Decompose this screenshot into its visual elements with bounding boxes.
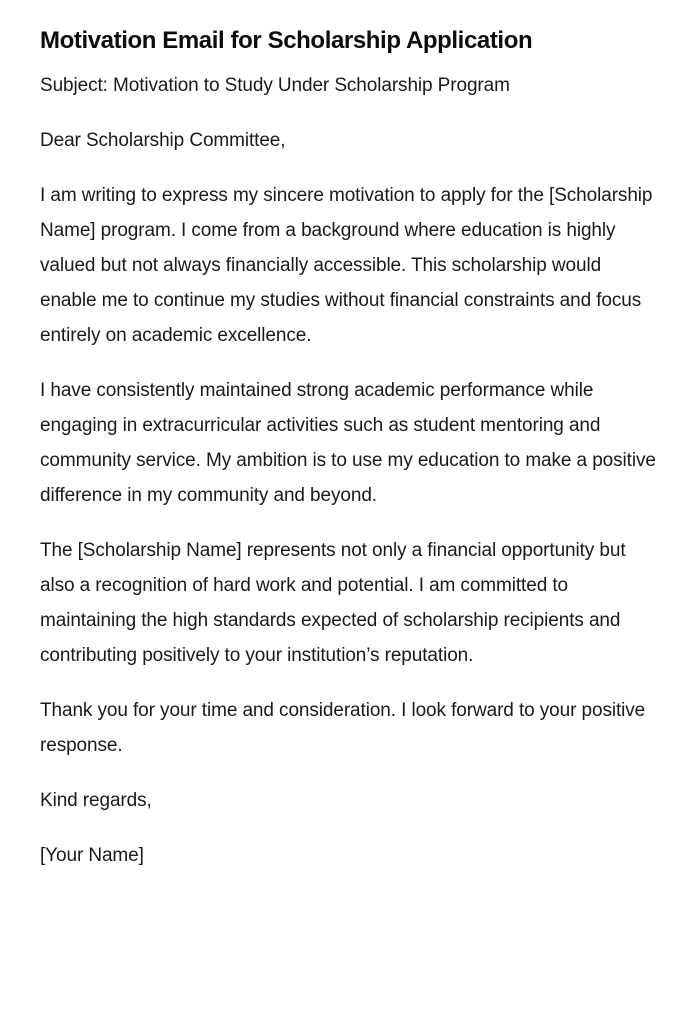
body-paragraph-3: The [Scholarship Name] represents not only a financial opportunity but also a recognition of hard work and potential. I am committed to maintaining the high standards expected of scholarship recipients and contributing positively to your institution’s reputation. xyxy=(40,540,626,666)
closing: Kind regards, xyxy=(40,790,152,811)
body-paragraph-2: I have consistently maintained strong academic performance while engaging in extracurricular activities such as student mentoring and community service. My ambition is to use my education to make a positive difference in my community and beyond. xyxy=(40,380,656,506)
body-paragraph-1: I am writing to express my sincere motivation to apply for the [Scholarship Name] program. I come from a background where education is highly valued but not always financially accessible. This scholarship would enable me to continue my studies without financial constraints and focus entirely on academic excellence. xyxy=(40,185,653,346)
salutation: Dear Scholarship Committee, xyxy=(40,130,286,151)
document-title: Motivation Email for Scholarship Application xyxy=(40,27,533,54)
body-paragraph-4: Thank you for your time and consideration. I look forward to your positive response. xyxy=(40,700,646,756)
signature: [Your Name] xyxy=(40,845,144,866)
email-subject: Subject: Motivation to Study Under Scholarship Program xyxy=(40,75,510,96)
